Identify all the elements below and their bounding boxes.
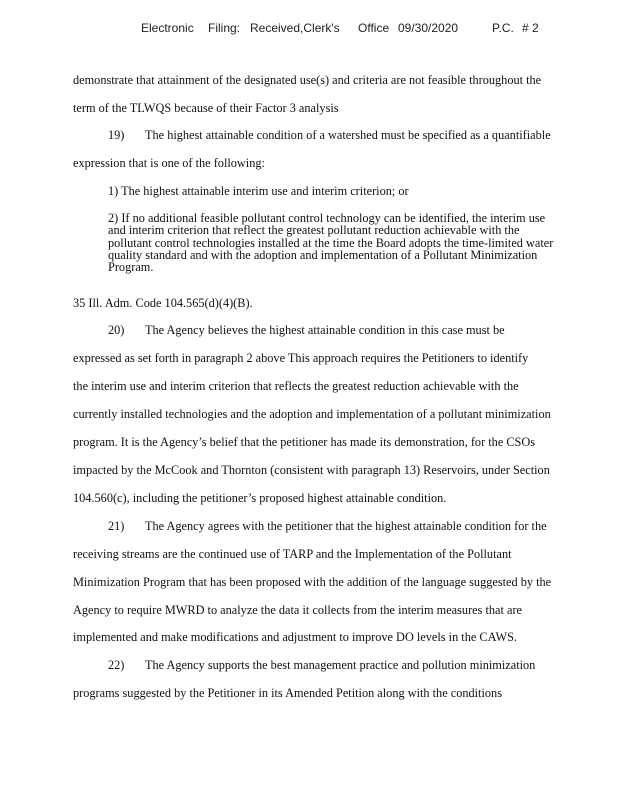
text-line: the interim use and interim criterion that reflects the greatest reduction achievable with the	[73, 379, 519, 393]
text-line: currently installed technologies and the adoption and implementation of a pollutant minimization	[73, 407, 551, 421]
text-line: quality standard and with the adoption and implementation of a Pollutant Minimization	[108, 247, 538, 262]
text-line: pollutant control technologies installed at the time the Board adopts the time-limited water	[108, 235, 554, 250]
text-line: Agency to require MWRD to analyze the data it collects from the interim measures that are	[73, 603, 523, 617]
text-line: Minimization Program that has been proposed with the addition of the language suggested by the	[73, 575, 552, 589]
text-line: impacted by the McCook and Thornton (consistent with paragraph 13) Reservoirs, under Section	[73, 463, 550, 477]
header-filing: Filing:	[208, 21, 241, 35]
text-line: programs suggested by the Petitioner in its Amended Petition along with the conditions	[73, 686, 502, 700]
paragraph-21	[108, 519, 547, 533]
text-line: The Agency believes the highest attainable condition in this case must be	[145, 323, 505, 337]
list-item-2	[108, 212, 594, 273]
citation: 35 Ill. Adm. Code 104.565(d)(4)(B).	[73, 296, 253, 310]
header-received: Received,Clerk's	[250, 21, 340, 35]
text-line: 2) If no additional feasible pollutant control technology can be identified, the interim use	[108, 211, 546, 225]
text-line: demonstrate that attainment of the designated use(s) and criteria are not feasible throughout the	[73, 73, 542, 87]
paragraph-number: 22)	[108, 658, 125, 672]
paragraph-number: 20)	[108, 323, 125, 337]
text-line: term of the TLWQS because of their Factor 3 analysis	[73, 101, 339, 115]
text-line: receiving streams are the continued use of TARP and the Implementation of the Pollutant	[73, 547, 512, 561]
header-pc: P.C.	[492, 21, 514, 35]
paragraph-22	[108, 658, 535, 672]
text-line: The Agency supports the best management practice and pollution minimization	[145, 658, 536, 672]
list-item-1: 1) The highest attainable interim use and interim criterion; or	[108, 184, 409, 198]
text-line: 104.560(c), including the petitioner’s proposed highest attainable condition.	[73, 491, 447, 505]
text-line: The highest attainable condition of a watershed must be specified as a quantifiable	[145, 128, 551, 142]
text-line: Program.	[108, 260, 154, 275]
text-line: implemented and make modifications and adjustment to improve DO levels in the CAWS.	[73, 630, 518, 644]
header-date: 09/30/2020	[398, 21, 459, 35]
text-line: program. It is the Agency’s belief that the petitioner has made its demonstration, for the CSOs	[73, 435, 536, 449]
text-line: The Agency agrees with the petitioner that the highest attainable condition for the	[145, 519, 547, 533]
paragraph-number: 21)	[108, 519, 125, 533]
header-electronic: Electronic	[141, 21, 194, 35]
paragraph-number: 19)	[108, 128, 125, 142]
paragraph-20	[108, 323, 505, 337]
paragraph-19	[108, 128, 551, 142]
text-line: expression that is one of the following:	[73, 156, 265, 170]
header-office: Office	[358, 21, 390, 35]
header-pc-number: # 2	[522, 21, 539, 35]
text-line: and interim criterion that reflect the greatest pollutant reduction achievable with the	[108, 223, 520, 238]
text-line: expressed as set forth in paragraph 2 above This approach requires the Petitioners to identify	[73, 351, 529, 365]
